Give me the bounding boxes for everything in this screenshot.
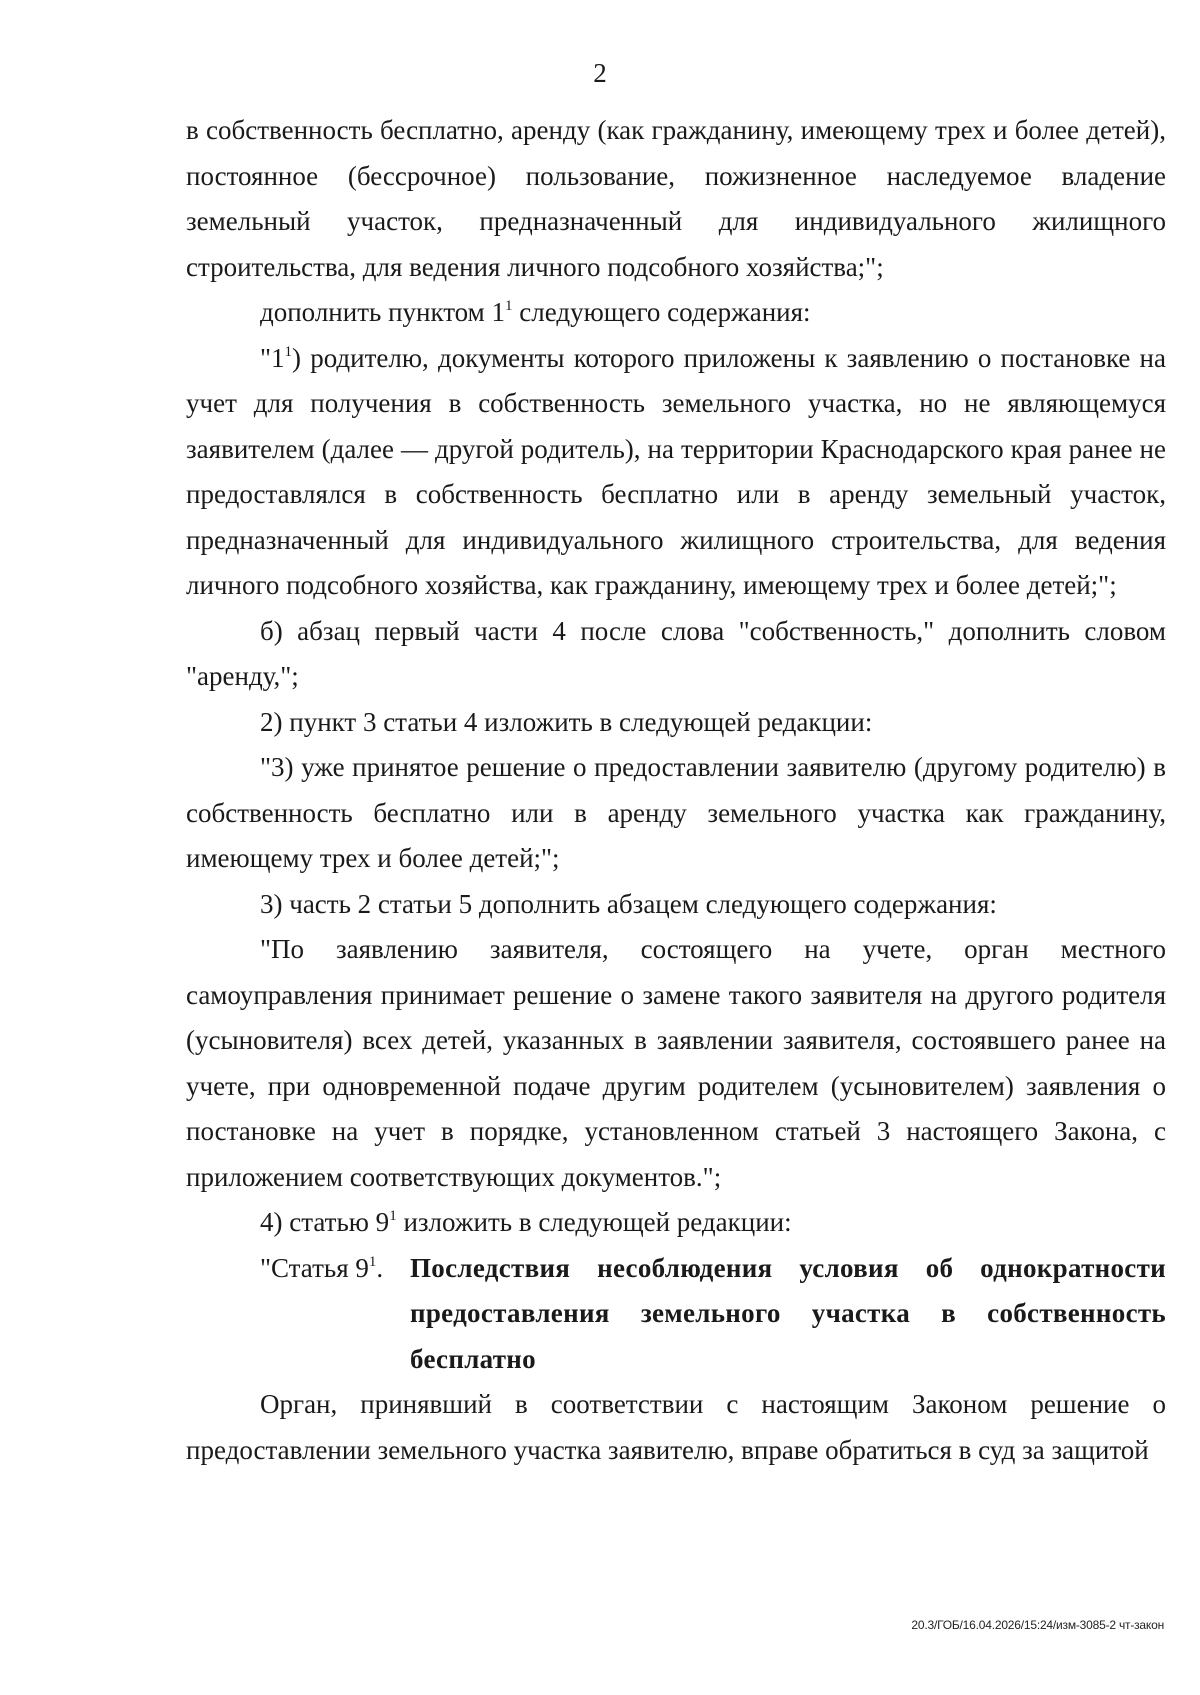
superscript: 1 — [505, 298, 513, 314]
paragraph: Орган, принявший в соответствии с настоящим Законом решение о предоставлении земельного участка заявителю, вправе обратиться в суд за защитой — [186, 1389, 1166, 1465]
paragraph: в собственность бесплатно, аренду (как гражданину, имеющему трех и более детей), постоянное (бессрочное) пользование, пожизненное наследуемое владение земельный участок, предназначенный для индивидуального жилищного строительства, для ведения личного подсобного хозяйства;"; — [186, 115, 1166, 282]
paragraph — [186, 290, 1166, 336]
paragraph-text: изложить в следующей редакции: — [396, 1207, 792, 1237]
paragraph — [186, 336, 1166, 609]
article-label-text: . — [376, 1252, 384, 1283]
superscript: 1 — [389, 1208, 397, 1224]
paragraph: 3) часть 2 статьи 5 дополнить абзацем следующего содержания: — [260, 888, 997, 919]
article-title: Последствия несоблюдения условия об однократности предоставления земельного участка в собственность бесплатно — [410, 1252, 1166, 1374]
paragraph — [186, 1200, 1166, 1246]
paragraph: "По заявлению заявителя, состоящего на учете, орган местного самоуправления принимает решение о замене такого заявителя на другого родителя (усыновителя) всех детей, указанных в заявлении заявителя, состоявшего ранее на учете, при одновременной подаче другим родителем (усыновителем) заявления о постановке на учет в порядке, установленном статьей 3 настоящего Закона, с приложением соответствующих документов."; — [186, 934, 1166, 1192]
paragraph-text: 4) статью 9 — [260, 1207, 390, 1237]
footer-code: 20.3/ГОБ/16.04.2026/15:24/изм-3085-2 чт-закон — [911, 1618, 1164, 1632]
page-number: 2 — [593, 58, 607, 88]
paragraph: б) абзац первый части 4 после слова "собственность," дополнить словом "аренду,"; — [186, 615, 1166, 691]
paragraph-text: следующего содержания: — [512, 297, 811, 327]
paragraph-text: ) родителю, документы которого приложены к заявлению о постановке на учет для получения в собственность земельного участка, но не являющемуся заявителем (далее — другой родитель), на территории Краснодарского края ранее не предоставлялся в собственность бесплатно или в аренду земельный участок, предназначенный для индивидуального жилищного строительства, для ведения личного подсобного хозяйства, как гражданину, имеющему трех и более детей;"; — [186, 342, 1166, 600]
superscript: 1 — [368, 1253, 377, 1270]
paragraph-text: "1 — [260, 342, 285, 373]
paragraph: 2) пункт 3 статьи 4 изложить в следующей редакции: — [260, 706, 873, 737]
superscript: 1 — [284, 343, 293, 360]
article-label-text: "Статья 9 — [260, 1252, 369, 1283]
article-heading — [186, 1246, 1166, 1383]
paragraph-text: дополнить пунктом 1 — [260, 297, 505, 327]
paragraph: "3) уже принятое решение о предоставлении заявителю (другому родителю) в собственность бесплатно или в аренду земельного участка как гражданину, имеющему трех и более детей;"; — [186, 752, 1166, 873]
document-body — [186, 108, 1166, 1473]
article-label — [186, 1246, 410, 1383]
